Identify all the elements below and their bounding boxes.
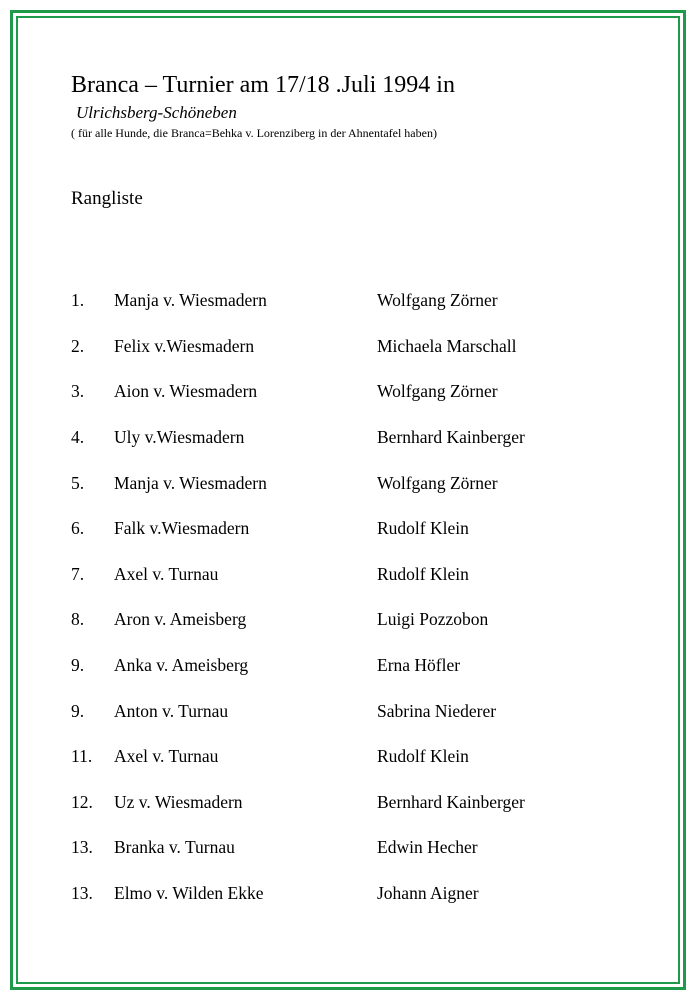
- dog-name: Axel v. Turnau: [114, 746, 219, 766]
- handler-name: Edwin Hecher: [377, 837, 478, 857]
- rank-number: 12.: [71, 792, 93, 812]
- rank-number: 13.: [71, 883, 93, 903]
- ranking-row: [0, 334, 700, 358]
- handler-name: Wolfgang Zörner: [377, 290, 498, 310]
- handler-name: Bernhard Kainberger: [377, 792, 525, 812]
- rank-number: 11.: [71, 746, 93, 766]
- dog-name: Aron v. Ameisberg: [114, 609, 247, 629]
- rank-number: 13.: [71, 837, 93, 857]
- ranking-row: [0, 562, 700, 586]
- rank-number: 9.: [71, 701, 85, 721]
- rank-number: 4.: [71, 427, 85, 447]
- handler-name: Luigi Pozzobon: [377, 609, 489, 629]
- dog-name: Felix v.Wiesmadern: [114, 336, 255, 356]
- handler-name: Rudolf Klein: [377, 564, 469, 584]
- ranking-row: [0, 835, 700, 859]
- handler-name: Bernhard Kainberger: [377, 427, 525, 447]
- ranking-heading: Rangliste: [71, 188, 143, 209]
- dog-name: Axel v. Turnau: [114, 564, 219, 584]
- ranking-row: [0, 744, 700, 768]
- ranking-row: [0, 881, 700, 905]
- dog-name: Aion v. Wiesmadern: [114, 381, 258, 401]
- handler-name: Wolfgang Zörner: [377, 473, 498, 493]
- dog-name: Branka v. Turnau: [114, 837, 235, 857]
- ranking-row: [0, 516, 700, 540]
- rank-number: 3.: [71, 381, 85, 401]
- ranking-row: [0, 379, 700, 403]
- rank-number: 6.: [71, 518, 85, 538]
- ranking-row: [0, 699, 700, 723]
- rank-number: 5.: [71, 473, 85, 493]
- dog-name: Falk v.Wiesmadern: [114, 518, 250, 538]
- ranking-row: [0, 607, 700, 631]
- ranking-row: [0, 471, 700, 495]
- dog-name: Uly v.Wiesmadern: [114, 427, 245, 447]
- rank-number: 7.: [71, 564, 85, 584]
- dog-name: Anka v. Ameisberg: [114, 655, 249, 675]
- dog-name: Anton v. Turnau: [114, 701, 229, 721]
- handler-name: Wolfgang Zörner: [377, 381, 498, 401]
- handler-name: Rudolf Klein: [377, 518, 469, 538]
- ranking-row: [0, 425, 700, 449]
- ranking-row: [0, 288, 700, 312]
- handler-name: Sabrina Niederer: [377, 701, 497, 721]
- ranking-row: [0, 653, 700, 677]
- handler-name: Johann Aigner: [377, 883, 479, 903]
- handler-name: Michaela Marschall: [377, 336, 517, 356]
- handler-name: Rudolf Klein: [377, 746, 469, 766]
- dog-name: Uz v. Wiesmadern: [114, 792, 243, 812]
- rank-number: 1.: [71, 290, 85, 310]
- dog-name: Manja v. Wiesmadern: [114, 473, 267, 493]
- eligibility-note: ( für alle Hunde, die Branca=Behka v. Lorenziberg in der Ahnentafel haben): [71, 126, 437, 140]
- dog-name: Elmo v. Wilden Ekke: [114, 883, 264, 903]
- ranking-row: [0, 790, 700, 814]
- location-subtitle: Ulrichsberg-Schöneben: [76, 103, 237, 122]
- rank-number: 9.: [71, 655, 85, 675]
- dog-name: Manja v. Wiesmadern: [114, 290, 267, 310]
- rank-number: 2.: [71, 336, 85, 356]
- handler-name: Erna Höfler: [377, 655, 461, 675]
- rank-number: 8.: [71, 609, 85, 629]
- document-title: Branca – Turnier am 17/18 .Juli 1994 in: [71, 72, 455, 98]
